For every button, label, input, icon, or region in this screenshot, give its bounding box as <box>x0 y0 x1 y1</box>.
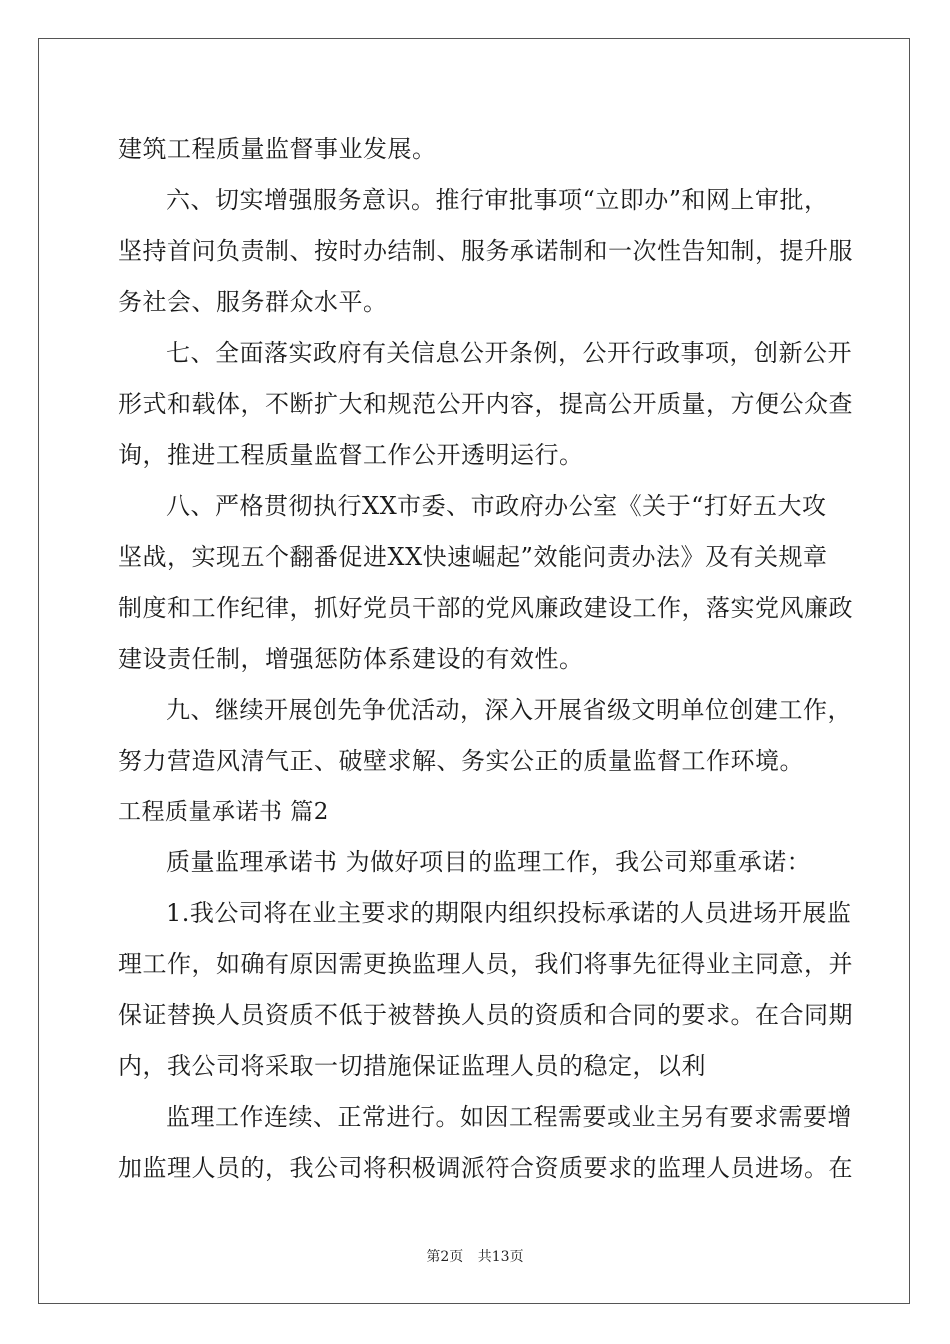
text-line: 加监理人员的，我公司将积极调派符合资质要求的监理人员进场。在 <box>118 1154 853 1182</box>
page-footer <box>0 1246 950 1266</box>
text-line: 八、严格贯彻执行XX市委、市政府办公室《关于“打好五大攻 <box>166 492 827 520</box>
text-line: 理工作，如确有原因需更换监理人员，我们将事先征得业主同意，并 <box>118 950 853 978</box>
text-line: 建筑工程质量监督事业发展。 <box>118 135 437 163</box>
text-line: 质量监理承诺书 为做好项目的监理工作，我公司郑重承诺： <box>166 848 812 876</box>
text-line: 务社会、服务群众水平。 <box>118 288 388 316</box>
text-line: 询，推进工程质量监督工作公开透明运行。 <box>118 441 584 469</box>
text-line: 监理工作连续、正常进行。如因工程需要或业主另有要求需要增 <box>166 1103 852 1131</box>
section-heading: 工程质量承诺书 篇2 <box>118 799 329 825</box>
text-line: 保证替换人员资质不低于被替换人员的资质和合同的要求。在合同期 <box>118 1001 853 1029</box>
text-line: 内，我公司将采取一切措施保证监理人员的稳定，以利 <box>118 1052 706 1080</box>
page-number: 第2页 <box>426 1249 464 1265</box>
document-body <box>118 124 853 1194</box>
text-line: 建设责任制，增强惩防体系建设的有效性。 <box>118 645 584 673</box>
text-line: 1.我公司将在业主要求的期限内组织投标承诺的人员进场开展监 <box>166 899 852 927</box>
text-line: 坚战，实现五个翻番促进XX快速崛起”效能问责办法》及有关规章 <box>118 543 828 571</box>
text-line: 六、切实增强服务意识。推行审批事项“立即办”和网上审批， <box>166 186 829 214</box>
text-line: 制度和工作纪律，抓好党员干部的党风廉政建设工作，落实党风廉政 <box>118 594 853 622</box>
text-line: 形式和载体，不断扩大和规范公开内容，提高公开质量，方便公众查 <box>118 390 853 418</box>
text-line: 努力营造风清气正、破壁求解、务实公正的质量监督工作环境。 <box>118 747 804 775</box>
text-line: 七、全面落实政府有关信息公开条例，公开行政事项，创新公开 <box>166 339 852 367</box>
text-line: 九、继续开展创先争优活动，深入开展省级文明单位创建工作， <box>166 696 852 724</box>
page-total: 共13页 <box>477 1249 524 1265</box>
text-line: 坚持首问负责制、按时办结制、服务承诺制和一次性告知制，提升服 <box>118 237 853 265</box>
